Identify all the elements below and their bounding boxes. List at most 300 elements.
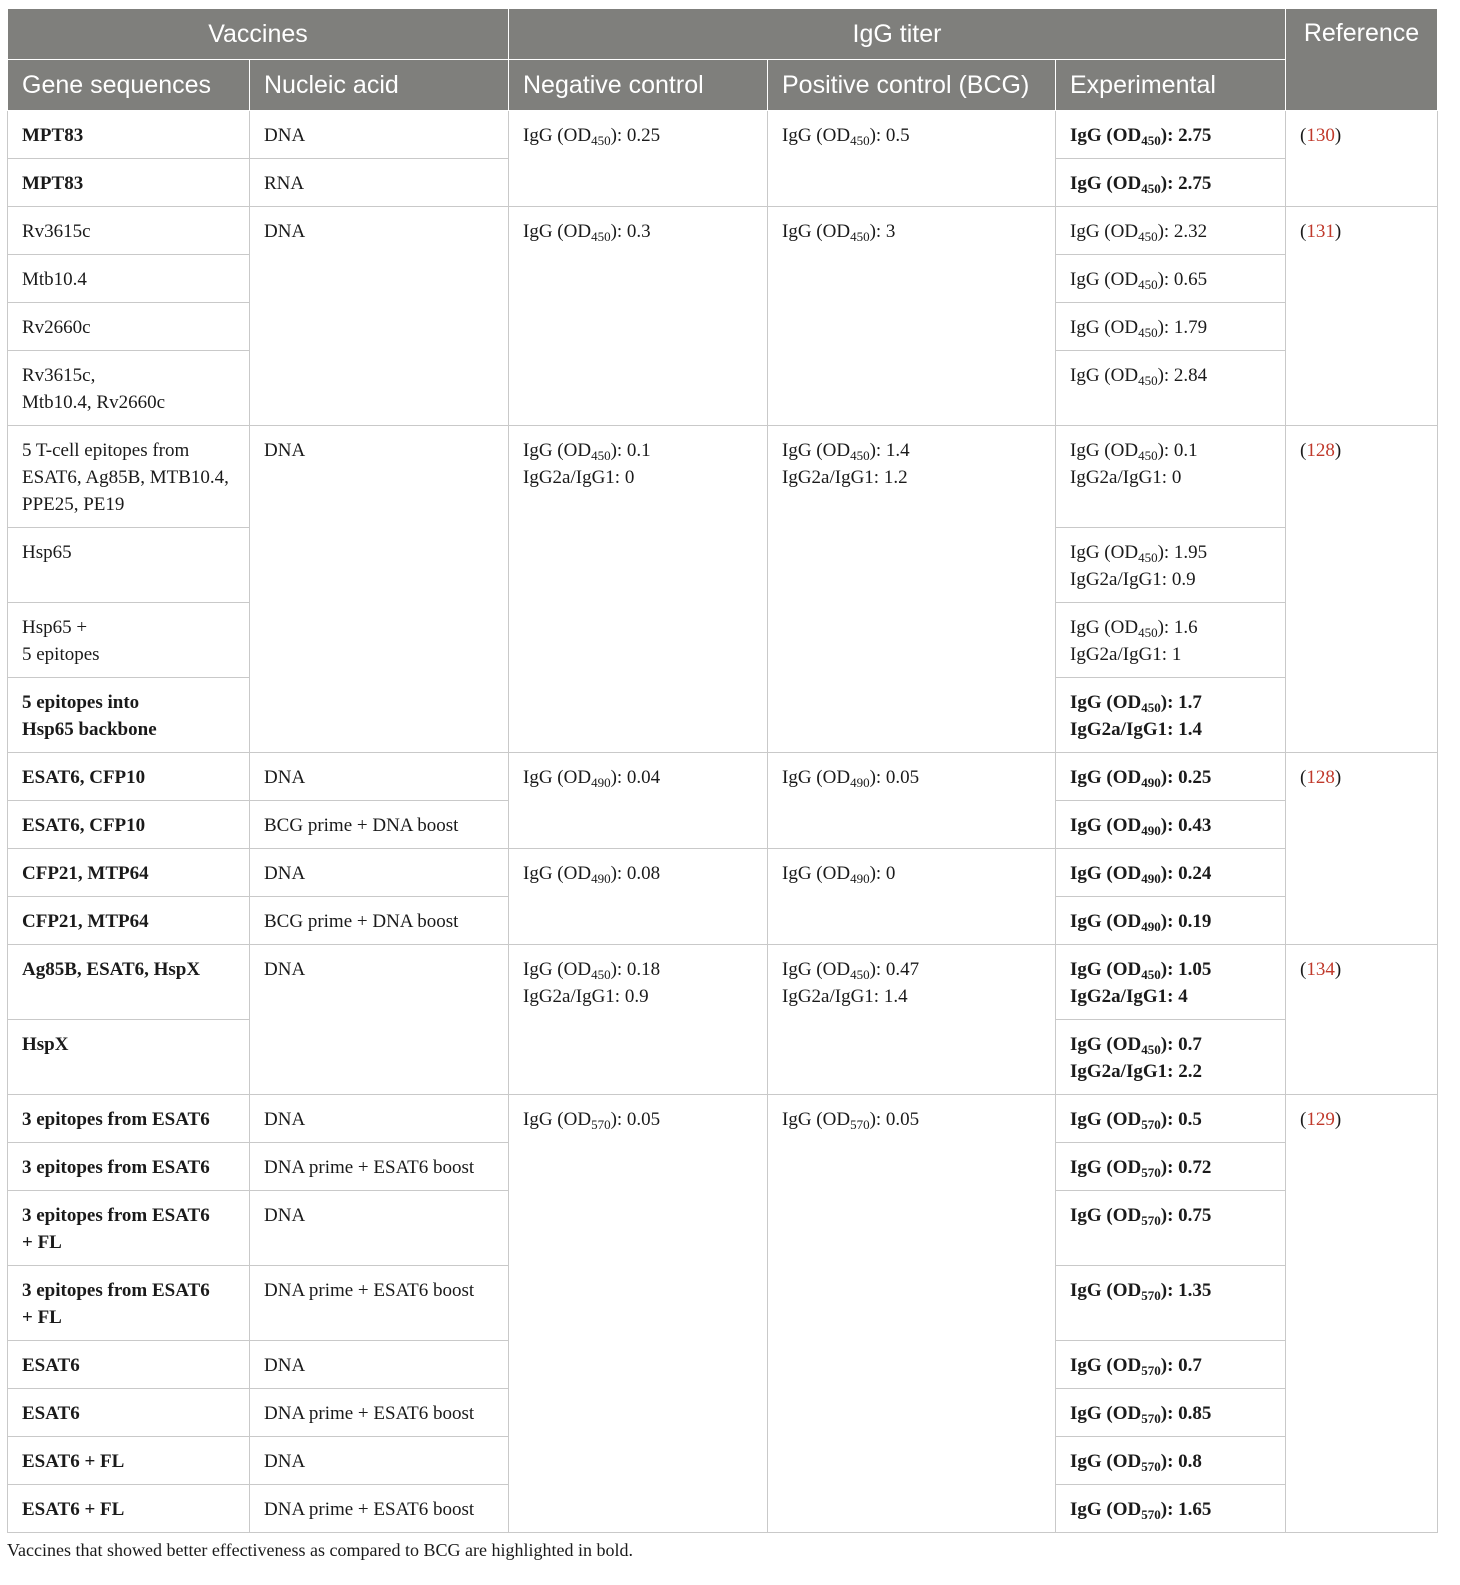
value-text: ): 0.5 (1160, 1109, 1202, 1130)
cell-line (1070, 908, 1271, 935)
od-wavelength: 450 (1141, 967, 1161, 982)
od-wavelength: 570 (1141, 1288, 1161, 1303)
value-text: IgG (OD (1070, 365, 1139, 386)
od-wavelength: 450 (850, 133, 870, 148)
gene-line: 3 epitopes from ESAT6 (22, 1205, 210, 1226)
od-wavelength: 450 (1141, 700, 1161, 715)
reference-paren: ) (1334, 125, 1342, 146)
nucleic-acid-cell: DNA (250, 945, 509, 1095)
value-text: ): 0.47 (869, 959, 920, 980)
gene-line: ESAT6 (22, 1355, 80, 1376)
cell-line (1070, 539, 1271, 566)
value-text: ): 0.18 (610, 959, 661, 980)
value-text: ): 0.5 (869, 125, 910, 146)
value-text: IgG (OD (1070, 125, 1142, 146)
od-wavelength: 450 (1138, 229, 1158, 244)
cell-line (1070, 641, 1271, 668)
cell-line (1070, 1352, 1271, 1379)
reference-paren: ) (1334, 767, 1342, 788)
gene-sequence-cell (8, 945, 250, 1020)
value-text: IgG2a/IgG1: 0 (523, 467, 635, 488)
od-wavelength: 450 (591, 133, 611, 148)
value-text: ): 0.3 (610, 221, 651, 242)
experimental-cell (1056, 1437, 1286, 1485)
reference-link[interactable]: 134 (1306, 959, 1335, 980)
cell-line (1070, 1277, 1271, 1304)
od-wavelength: 450 (1141, 133, 1161, 148)
od-wavelength: 490 (1141, 823, 1161, 838)
cell-line (523, 122, 753, 149)
value-text: IgG (OD (1070, 173, 1142, 194)
od-wavelength: 490 (850, 775, 870, 790)
value-text: ): 0.08 (610, 863, 661, 884)
table-footnote: Vaccines that showed better effectiveness as compared to BCG are highlighted in bold. (7, 1540, 633, 1560)
value-text: IgG (OD (523, 767, 592, 788)
cell-line (1070, 764, 1271, 791)
cell-line (1070, 1202, 1271, 1229)
experimental-cell (1056, 1095, 1286, 1143)
gene-sequence-cell (8, 1020, 250, 1095)
cell-line (1070, 362, 1271, 389)
cell-line (1070, 566, 1271, 593)
nucleic-acid-cell: DNA prime + ESAT6 boost (250, 1485, 509, 1533)
value-text: IgG (OD (523, 440, 592, 461)
value-text: IgG (OD (523, 125, 592, 146)
reference-paren: ( (1300, 440, 1307, 461)
vaccine-igg-table (7, 8, 1438, 1533)
reference-cell (1286, 207, 1438, 426)
nucleic-acid-cell: BCG prime + DNA boost (250, 897, 509, 945)
reference-paren: ( (1300, 959, 1307, 980)
value-text: IgG (OD (782, 767, 851, 788)
cell-line (1070, 218, 1271, 245)
experimental-cell (1056, 1191, 1286, 1266)
od-wavelength: 450 (1138, 277, 1158, 292)
gene-line: Mtb10.4, Rv2660c (22, 392, 166, 413)
negative-control-cell (509, 111, 768, 207)
experimental-cell (1056, 897, 1286, 945)
experimental-cell (1056, 255, 1286, 303)
nucleic-acid-cell: DNA (250, 1437, 509, 1485)
positive-control-cell (768, 207, 1056, 426)
cell-line (1070, 812, 1271, 839)
experimental-cell (1056, 801, 1286, 849)
value-text: IgG (OD (1070, 1157, 1142, 1178)
value-text: ): 0.75 (1160, 1205, 1212, 1226)
gene-sequence-cell (8, 678, 250, 753)
cell-line (523, 464, 753, 491)
gene-line: Rv3615c (22, 221, 91, 242)
od-wavelength: 450 (1138, 325, 1158, 340)
od-wavelength: 450 (850, 967, 870, 982)
value-text: IgG (OD (1070, 1451, 1142, 1472)
value-text: IgG (OD (1070, 1034, 1142, 1055)
value-text: ): 0.04 (610, 767, 661, 788)
experimental-cell (1056, 678, 1286, 753)
od-wavelength: 450 (1138, 373, 1158, 388)
nucleic-acid-cell: DNA (250, 753, 509, 801)
gene-sequence-cell (8, 1437, 250, 1485)
header-igg-titer: IgG titer (509, 9, 1286, 60)
value-text: IgG2a/IgG1: 1.2 (782, 467, 908, 488)
value-text: IgG (OD (1070, 1355, 1142, 1376)
header-reference: Reference (1286, 9, 1438, 111)
cell-line (523, 437, 753, 464)
od-wavelength: 570 (850, 1117, 870, 1132)
gene-line: 5 epitopes (22, 644, 100, 665)
experimental-cell (1056, 159, 1286, 207)
gene-line: ESAT6, Ag85B, MTB10.4, (22, 467, 229, 488)
value-text: ): 1.6 (1157, 617, 1198, 638)
od-wavelength: 450 (591, 448, 611, 463)
gene-sequence-cell (8, 111, 250, 159)
cell-line (1070, 1031, 1271, 1058)
cell-line (1070, 266, 1271, 293)
cell-line (1070, 614, 1271, 641)
cell-line (523, 1106, 753, 1133)
value-text: IgG2a/IgG1: 0.9 (523, 986, 649, 1007)
reference-link[interactable]: 128 (1306, 767, 1335, 788)
negative-control-cell (509, 426, 768, 753)
gene-line: ESAT6, CFP10 (22, 767, 146, 788)
value-text: ): 2.75 (1160, 125, 1212, 146)
gene-line: PPE25, PE19 (22, 494, 125, 515)
nucleic-acid-cell: DNA (250, 1191, 509, 1266)
value-text: ): 0.72 (1160, 1157, 1212, 1178)
experimental-cell (1056, 945, 1286, 1020)
value-text: ): 0.1 (1157, 440, 1198, 461)
gene-line: MPT83 (22, 125, 84, 146)
experimental-cell (1056, 1485, 1286, 1533)
gene-sequence-cell (8, 897, 250, 945)
value-text: IgG (OD (1070, 1205, 1142, 1226)
value-text: IgG (OD (1070, 863, 1142, 884)
cell-line (1070, 1106, 1271, 1133)
gene-line: CFP21, MTP64 (22, 863, 149, 884)
table-row (8, 207, 1438, 255)
value-text: IgG2a/IgG1: 0 (1070, 467, 1182, 488)
value-text: IgG2a/IgG1: 1 (1070, 644, 1182, 665)
cell-line (1070, 983, 1271, 1010)
od-wavelength: 450 (1141, 1042, 1161, 1057)
experimental-cell (1056, 207, 1286, 255)
value-text: IgG (OD (1070, 617, 1139, 638)
value-text: IgG (OD (1070, 1499, 1142, 1520)
gene-line: Mtb10.4 (22, 269, 87, 290)
reference-link[interactable]: 131 (1306, 221, 1335, 242)
value-text: IgG (OD (1070, 440, 1139, 461)
value-text: IgG2a/IgG1: 4 (1070, 986, 1188, 1007)
value-text: IgG (OD (782, 221, 851, 242)
cell-line (782, 983, 1041, 1010)
experimental-cell (1056, 426, 1286, 528)
gene-sequence-cell (8, 1485, 250, 1533)
od-wavelength: 570 (1141, 1411, 1161, 1426)
value-text: IgG (OD (782, 863, 851, 884)
cell-line (782, 464, 1041, 491)
reference-link[interactable]: 130 (1306, 125, 1335, 146)
table-row (8, 426, 1438, 528)
nucleic-acid-cell: DNA prime + ESAT6 boost (250, 1266, 509, 1341)
table-body (8, 111, 1438, 1533)
cell-line (1070, 170, 1271, 197)
value-text: IgG (OD (1070, 221, 1139, 242)
cell-line (782, 860, 1041, 887)
cell-line (1070, 464, 1271, 491)
header-positive-control: Positive control (BCG) (768, 60, 1056, 111)
nucleic-acid-cell: DNA prime + ESAT6 boost (250, 1143, 509, 1191)
od-wavelength: 450 (1141, 181, 1161, 196)
value-text: IgG2a/IgG1: 0.9 (1070, 569, 1196, 590)
reference-paren: ( (1300, 125, 1307, 146)
table-row (8, 1095, 1438, 1143)
positive-control-cell (768, 111, 1056, 207)
gene-line: CFP21, MTP64 (22, 911, 149, 932)
value-text: ): 0.25 (610, 125, 661, 146)
cell-line (1070, 860, 1271, 887)
experimental-cell (1056, 1266, 1286, 1341)
experimental-cell (1056, 1389, 1286, 1437)
value-text: ): 0.19 (1160, 911, 1212, 932)
value-text: IgG (OD (1070, 1280, 1142, 1301)
cell-line (782, 1106, 1041, 1133)
gene-sequence-cell (8, 753, 250, 801)
value-text: ): 1.65 (1160, 1499, 1212, 1520)
gene-line: 3 epitopes from ESAT6 (22, 1157, 210, 1178)
cell-line (523, 764, 753, 791)
gene-sequence-cell (8, 1341, 250, 1389)
cell-line (1070, 437, 1271, 464)
cell-line (1070, 716, 1271, 743)
value-text: IgG2a/IgG1: 2.2 (1070, 1061, 1202, 1082)
reference-cell (1286, 426, 1438, 753)
gene-sequence-cell (8, 426, 250, 528)
header-vaccines: Vaccines (8, 9, 509, 60)
gene-sequence-cell (8, 351, 250, 426)
reference-paren: ) (1334, 221, 1342, 242)
cell-line (1070, 314, 1271, 341)
nucleic-acid-cell: DNA (250, 1341, 509, 1389)
value-text: IgG (OD (1070, 269, 1139, 290)
value-text: ): 1.7 (1160, 692, 1202, 713)
experimental-cell (1056, 603, 1286, 678)
gene-sequence-cell (8, 255, 250, 303)
od-wavelength: 490 (1141, 871, 1161, 886)
value-text: ): 0.7 (1160, 1355, 1202, 1376)
reference-paren: ) (1334, 959, 1342, 980)
reference-cell (1286, 945, 1438, 1095)
value-text: IgG2a/IgG1: 1.4 (782, 986, 908, 1007)
od-wavelength: 490 (1141, 775, 1161, 790)
cell-line (782, 122, 1041, 149)
reference-paren: ) (1334, 440, 1342, 461)
value-text: ): 0 (869, 863, 896, 884)
positive-control-cell (768, 1095, 1056, 1533)
gene-line: 5 T-cell epitopes from (22, 440, 190, 461)
value-text: ): 0.65 (1157, 269, 1208, 290)
value-text: IgG (OD (1070, 692, 1142, 713)
od-wavelength: 450 (850, 229, 870, 244)
positive-control-cell (768, 426, 1056, 753)
gene-line: Rv3615c, (22, 365, 96, 386)
value-text: IgG (OD (523, 1109, 592, 1130)
cell-line (1070, 1448, 1271, 1475)
gene-line: ESAT6 + FL (22, 1499, 125, 1520)
value-text: ): 1.95 (1157, 542, 1208, 563)
od-wavelength: 490 (850, 871, 870, 886)
gene-sequence-cell (8, 1389, 250, 1437)
negative-control-cell (509, 753, 768, 849)
gene-sequence-cell (8, 1143, 250, 1191)
od-wavelength: 490 (591, 775, 611, 790)
header-negative-control: Negative control (509, 60, 768, 111)
reference-paren: ( (1300, 767, 1307, 788)
nucleic-acid-cell: DNA prime + ESAT6 boost (250, 1389, 509, 1437)
gene-sequence-cell (8, 801, 250, 849)
cell-line (1070, 689, 1271, 716)
value-text: IgG (OD (1070, 911, 1142, 932)
positive-control-cell (768, 945, 1056, 1095)
reference-paren: ( (1300, 221, 1307, 242)
table-container (7, 8, 1437, 1533)
experimental-cell (1056, 849, 1286, 897)
value-text: IgG (OD (782, 125, 851, 146)
cell-line (1070, 1496, 1271, 1523)
positive-control-cell (768, 849, 1056, 945)
gene-sequence-cell (8, 207, 250, 255)
gene-line: Hsp65 + (22, 617, 88, 638)
gene-line: Hsp65 backbone (22, 719, 157, 740)
value-text: IgG (OD (1070, 317, 1139, 338)
positive-control-cell (768, 753, 1056, 849)
experimental-cell (1056, 111, 1286, 159)
gene-line: 5 epitopes into (22, 692, 140, 713)
nucleic-acid-cell: BCG prime + DNA boost (250, 801, 509, 849)
od-wavelength: 570 (1141, 1363, 1161, 1378)
od-wavelength: 490 (591, 871, 611, 886)
od-wavelength: 570 (1141, 1117, 1161, 1132)
experimental-cell (1056, 303, 1286, 351)
reference-cell (1286, 753, 1438, 945)
value-text: ): 1.4 (869, 440, 910, 461)
nucleic-acid-cell: RNA (250, 159, 509, 207)
gene-line: HspX (22, 1034, 69, 1055)
cell-line (782, 218, 1041, 245)
experimental-cell (1056, 1143, 1286, 1191)
value-text: ): 0.24 (1160, 863, 1212, 884)
cell-line (782, 764, 1041, 791)
header-nucleic-acid: Nucleic acid (250, 60, 509, 111)
value-text: IgG2a/IgG1: 1.4 (1070, 719, 1202, 740)
header-gene-sequences: Gene sequences (8, 60, 250, 111)
reference-link[interactable]: 128 (1306, 440, 1335, 461)
gene-line: Hsp65 (22, 542, 72, 563)
reference-link[interactable]: 129 (1306, 1109, 1335, 1130)
od-wavelength: 450 (850, 448, 870, 463)
value-text: IgG (OD (782, 959, 851, 980)
negative-control-cell (509, 1095, 768, 1533)
cell-line (523, 860, 753, 887)
gene-line: Ag85B, ESAT6, HspX (22, 959, 201, 980)
od-wavelength: 570 (1141, 1507, 1161, 1522)
cell-line (1070, 122, 1271, 149)
cell-line (1070, 1154, 1271, 1181)
gene-line: + FL (22, 1307, 62, 1328)
value-text: ): 0.8 (1160, 1451, 1202, 1472)
nucleic-acid-cell: DNA (250, 111, 509, 159)
value-text: ): 0.1 (610, 440, 651, 461)
cell-line (782, 437, 1041, 464)
value-text: IgG (OD (782, 1109, 851, 1130)
negative-control-cell (509, 849, 768, 945)
value-text: ): 1.79 (1157, 317, 1208, 338)
value-text: ): 0.85 (1160, 1403, 1212, 1424)
cell-line (523, 218, 753, 245)
cell-line (1070, 956, 1271, 983)
table-row (8, 753, 1438, 801)
reference-paren: ( (1300, 1109, 1307, 1130)
value-text: IgG (OD (1070, 815, 1142, 836)
cell-line (1070, 1400, 1271, 1427)
experimental-cell (1056, 1020, 1286, 1095)
value-text: ): 0.43 (1160, 815, 1212, 836)
value-text: ): 2.84 (1157, 365, 1208, 386)
value-text: IgG (OD (523, 863, 592, 884)
value-text: ): 0.25 (1160, 767, 1212, 788)
gene-line: 3 epitopes from ESAT6 (22, 1109, 210, 1130)
gene-line: ESAT6 + FL (22, 1451, 125, 1472)
value-text: IgG (OD (1070, 1109, 1142, 1130)
value-text: IgG (OD (1070, 1403, 1142, 1424)
value-text: IgG (OD (1070, 542, 1139, 563)
gene-line: ESAT6 (22, 1403, 80, 1424)
od-wavelength: 450 (1138, 550, 1158, 565)
value-text: ): 2.32 (1157, 221, 1208, 242)
gene-line: MPT83 (22, 173, 84, 194)
negative-control-cell (509, 945, 768, 1095)
table-row (8, 111, 1438, 159)
nucleic-acid-cell: DNA (250, 849, 509, 897)
value-text: IgG (OD (523, 959, 592, 980)
reference-cell (1286, 1095, 1438, 1533)
value-text: ): 1.35 (1160, 1280, 1212, 1301)
header-experimental: Experimental (1056, 60, 1286, 111)
gene-line: ESAT6, CFP10 (22, 815, 146, 836)
gene-sequence-cell (8, 1095, 250, 1143)
experimental-cell (1056, 1341, 1286, 1389)
value-text: IgG (OD (523, 221, 592, 242)
value-text: ): 0.7 (1160, 1034, 1202, 1055)
value-text: ): 0.05 (869, 767, 920, 788)
nucleic-acid-cell: DNA (250, 426, 509, 753)
value-text: ): 0.05 (869, 1109, 920, 1130)
gene-sequence-cell (8, 1266, 250, 1341)
value-text: ): 1.05 (1160, 959, 1212, 980)
gene-line: 3 epitopes from ESAT6 (22, 1280, 210, 1301)
experimental-cell (1056, 753, 1286, 801)
gene-sequence-cell (8, 1191, 250, 1266)
gene-line: Rv2660c (22, 317, 91, 338)
nucleic-acid-cell: DNA (250, 207, 509, 426)
gene-sequence-cell (8, 603, 250, 678)
gene-sequence-cell (8, 528, 250, 603)
gene-line: + FL (22, 1232, 62, 1253)
od-wavelength: 450 (1138, 625, 1158, 640)
reference-cell (1286, 111, 1438, 207)
value-text: IgG (OD (782, 440, 851, 461)
experimental-cell (1056, 528, 1286, 603)
cell-line (782, 956, 1041, 983)
